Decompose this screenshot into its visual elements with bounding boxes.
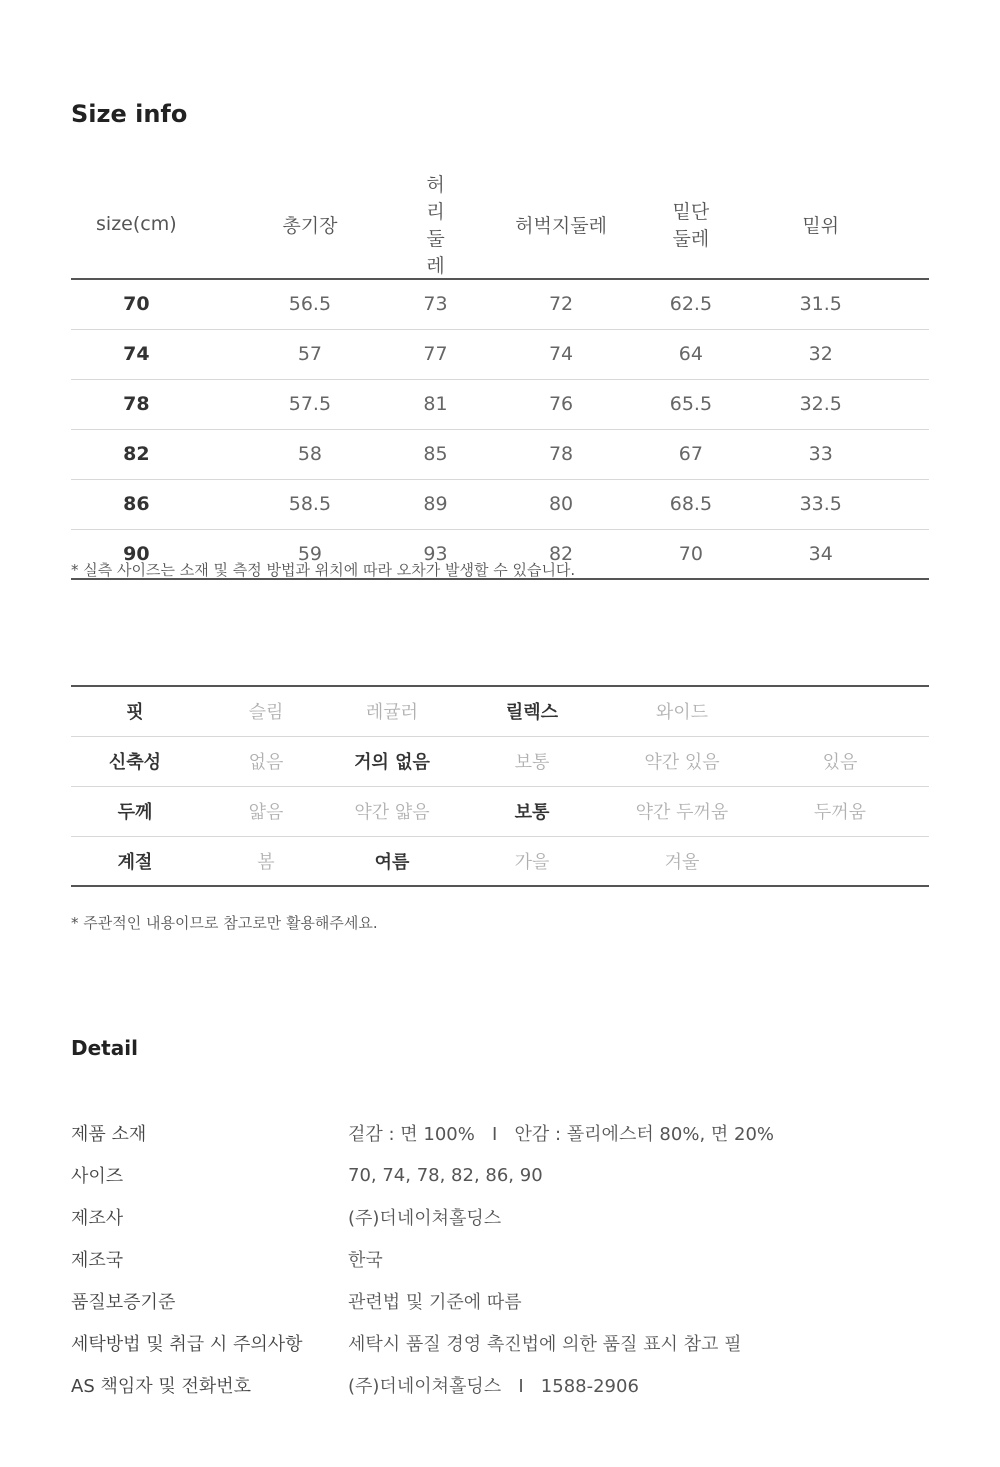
size-cell: 86	[71, 479, 202, 529]
detail-label: 세탁방법 및 취급 시 주의사항	[71, 1334, 303, 1355]
feel-option: 가을	[451, 836, 613, 886]
feel-option: 얇음	[199, 786, 333, 836]
feel-option: 거의 없음	[333, 736, 451, 786]
detail-row-material	[71, 1112, 929, 1154]
feel-row-fit	[71, 686, 929, 736]
table-row	[71, 329, 929, 379]
detail-label: 사이즈	[71, 1166, 124, 1187]
feel-row-season	[71, 836, 929, 886]
col-header-hem: 밑단둘레	[669, 170, 712, 279]
table-cell: 89	[418, 479, 453, 529]
size-cell: 70	[71, 279, 202, 329]
feel-option: 보통	[451, 786, 613, 836]
size-cell: 78	[71, 379, 202, 429]
table-cell: 93	[418, 529, 453, 579]
size-note: * 실측 사이즈는 소재 및 측정 방법과 위치에 따라 오차가 발생할 수 있습니다.	[71, 561, 576, 579]
detail-row-as-contact	[71, 1364, 929, 1406]
size-cell: 74	[71, 329, 202, 379]
feel-row-thickness	[71, 786, 929, 836]
feel-option	[751, 686, 929, 736]
detail-title: Detail	[71, 1036, 138, 1060]
detail-row-manufacturer	[71, 1196, 929, 1238]
detail-value: 한국	[348, 1250, 383, 1271]
feel-option: 없음	[199, 736, 333, 786]
feel-label: 두께	[71, 786, 199, 836]
detail-label: 제조국	[71, 1250, 124, 1271]
table-cell: 58.5	[202, 479, 418, 529]
table-cell: 74	[453, 329, 669, 379]
table-row	[71, 479, 929, 529]
table-cell: 65.5	[669, 379, 712, 429]
feel-option: 있음	[751, 736, 929, 786]
feel-option: 봄	[199, 836, 333, 886]
table-cell: 80	[453, 479, 669, 529]
detail-label: AS 책임자 및 전화번호	[71, 1376, 252, 1397]
table-cell: 70	[669, 529, 712, 579]
feel-table	[71, 685, 929, 887]
col-header-size: size(cm)	[71, 170, 202, 279]
feel-label: 핏	[71, 686, 199, 736]
detail-value: 관련법 및 기준에 따름	[348, 1292, 522, 1313]
feel-option: 겨울	[613, 836, 751, 886]
detail-row-quality	[71, 1280, 929, 1322]
table-row	[71, 379, 929, 429]
table-cell: 58	[202, 429, 418, 479]
feel-option: 릴렉스	[451, 686, 613, 736]
table-cell: 57.5	[202, 379, 418, 429]
feel-option: 약간 얇음	[333, 786, 451, 836]
feel-label: 계절	[71, 836, 199, 886]
detail-value: 겉감 : 면 100% I 안감 : 폴리에스터 80%, 면 20%	[348, 1124, 775, 1145]
table-cell: 73	[418, 279, 453, 329]
feel-option	[751, 836, 929, 886]
table-cell: 67	[669, 429, 712, 479]
size-table-header	[71, 170, 929, 279]
size-cell: 90	[71, 529, 202, 579]
detail-value: (주)더네이쳐홀딩스 I 1588-2906	[348, 1376, 639, 1397]
size-cell: 82	[71, 429, 202, 479]
table-cell: 64	[669, 329, 712, 379]
col-header-thigh: 허벅지둘레	[453, 170, 669, 279]
detail-value: 세탁시 품질 경영 촉진법에 의한 품질 표시 참고 필	[348, 1334, 742, 1355]
feel-option: 약간 두꺼움	[613, 786, 751, 836]
table-cell: 77	[418, 329, 453, 379]
col-header-waist: 허리둘레	[418, 170, 453, 279]
feel-option: 약간 있음	[613, 736, 751, 786]
feel-row-stretch	[71, 736, 929, 786]
size-info-title: Size info	[71, 100, 188, 128]
feel-option: 와이드	[613, 686, 751, 736]
detail-row-sizes	[71, 1154, 929, 1196]
detail-label: 제조사	[71, 1208, 124, 1229]
table-cell: 34	[712, 529, 929, 579]
table-cell: 59	[202, 529, 418, 579]
col-header-total-length: 총기장	[202, 170, 418, 279]
size-table	[71, 170, 929, 580]
table-cell: 33	[712, 429, 929, 479]
table-cell: 81	[418, 379, 453, 429]
table-cell: 72	[453, 279, 669, 329]
feel-option: 슬림	[199, 686, 333, 736]
table-row	[71, 429, 929, 479]
table-cell: 78	[453, 429, 669, 479]
detail-label: 제품 소재	[71, 1124, 147, 1145]
detail-row-washing	[71, 1322, 929, 1364]
detail-value: (주)더네이쳐홀딩스	[348, 1208, 502, 1229]
feel-note: * 주관적인 내용이므로 참고로만 활용해주세요.	[71, 914, 378, 932]
col-header-rise: 밑위	[712, 170, 929, 279]
feel-option: 여름	[333, 836, 451, 886]
table-cell: 57	[202, 329, 418, 379]
feel-label: 신축성	[71, 736, 199, 786]
table-cell: 85	[418, 429, 453, 479]
feel-option: 레귤러	[333, 686, 451, 736]
feel-option: 두꺼움	[751, 786, 929, 836]
feel-option: 보통	[451, 736, 613, 786]
table-cell: 82	[453, 529, 669, 579]
table-cell: 68.5	[669, 479, 712, 529]
table-row	[71, 279, 929, 329]
table-cell: 32	[712, 329, 929, 379]
table-cell: 56.5	[202, 279, 418, 329]
table-cell: 32.5	[712, 379, 929, 429]
detail-value: 70, 74, 78, 82, 86, 90	[348, 1164, 543, 1186]
detail-row-country	[71, 1238, 929, 1280]
detail-label: 품질보증기준	[71, 1292, 176, 1313]
table-cell: 62.5	[669, 279, 712, 329]
table-cell: 31.5	[712, 279, 929, 329]
table-cell: 33.5	[712, 479, 929, 529]
table-cell: 76	[453, 379, 669, 429]
detail-list	[71, 1112, 929, 1406]
